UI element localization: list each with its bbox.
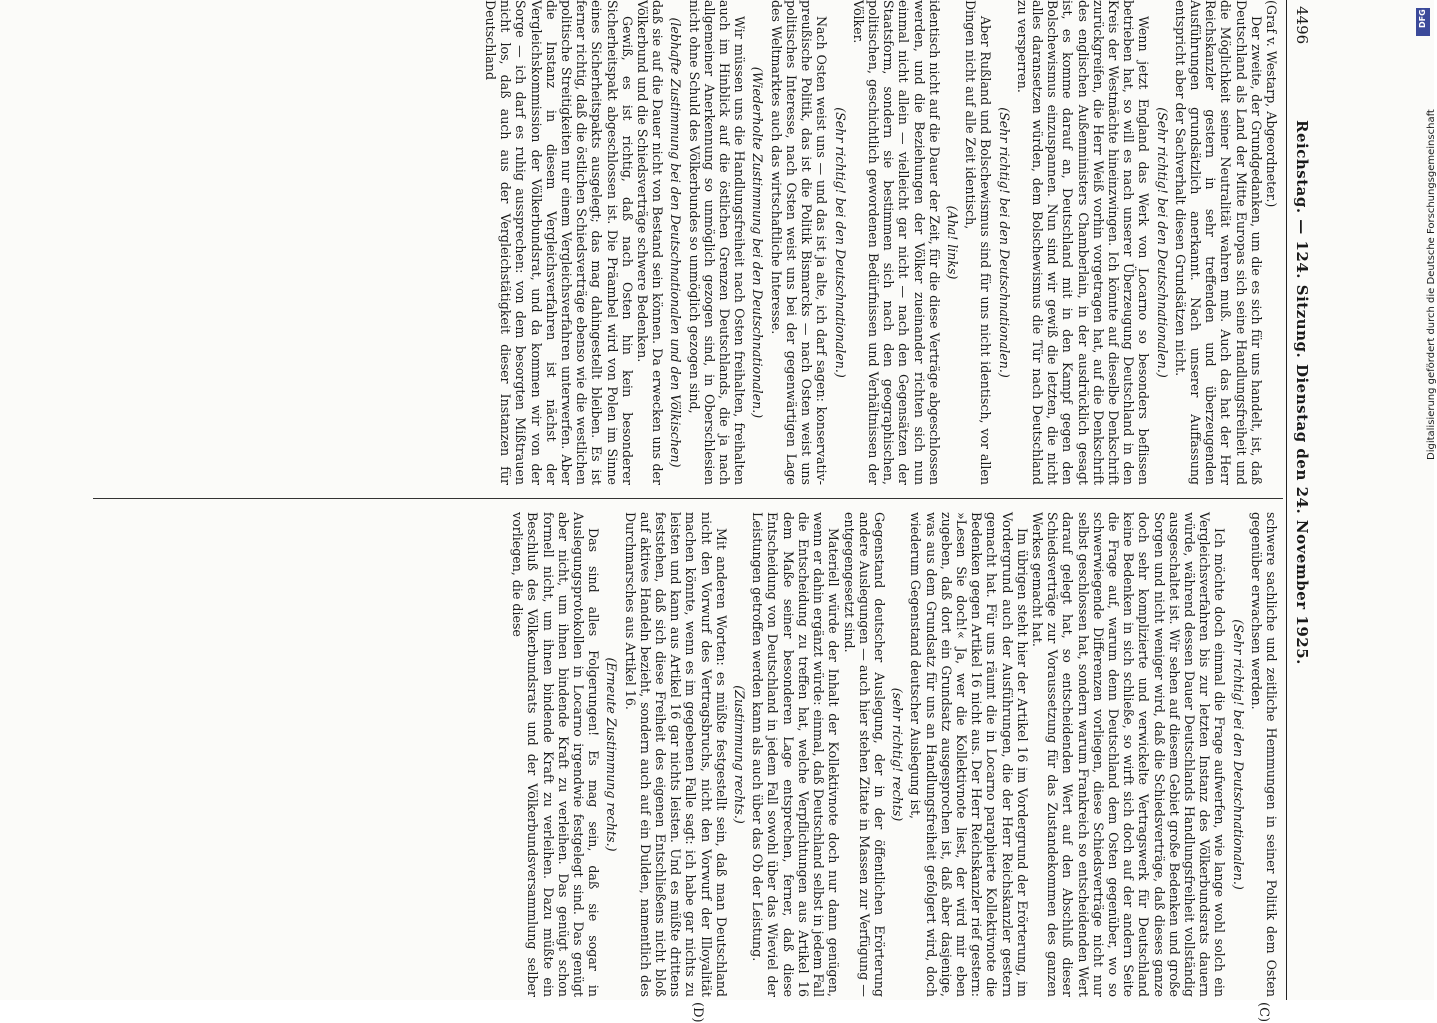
rotated-document-page: [90, 0, 1315, 1023]
margin-marker-c: (C): [1256, 1002, 1271, 1023]
paragraph: daß sie auf die Dauer nicht von Bestand sein können. Da erwecken uns der Völkerbund und die Schiedsverträge schwere Bedenken.: [635, 0, 666, 485]
interjection: (Sehr richtig! bei den Deutschnationalen.): [996, 107, 1012, 378]
interjection: (lebhafte Zustimmung bei den Deutschnationalen und den Völkischen): [668, 17, 684, 468]
header-rule: [1286, 0, 1287, 1000]
paragraph: Mit anderen Worten: es müßte festgestellt sein, daß man Deutschland nicht den Vorwurf des Vertragsbruchs, nicht den Vorwurf der Illoyalität machen könnte, wenn es im gegebenen Falle sagt: ich habe gar nichts zu leisten und kann aus Artikel 16 gar nichts leisten. Und es müßte drittens feststehen, daß sich diese Freiheit des eigenen Entschließens nicht bloß auf aktives Handeln bezieht, sondern auch auf ein Dulden, namentlich des Durchmarsches aus Artikel 16.: [622, 512, 729, 997]
interjection: (Aha! links): [944, 205, 960, 280]
paragraph: Der zweite, der Grundgedanken, um die es sich für uns handelt, ist, daß Deutschland als Land der Mitte Europas sich seine Handlungsfreiheit und die Möglichkeit seiner Neutralität wahren muß. Auch das hat der Herr Reichskanzler gestern in sehr treffenden und überzeugenden Ausführungen grundsätzlich anerkannt. Nach unserer Auffassung entspricht aber der Sachverhalt diesen Grundsätzen nicht.: [1172, 0, 1264, 485]
paragraph: Materiell würde der Inhalt der Kollektivnote doch nur dann genügen, wenn er dahin ergänzt würde: einmal, daß Deutschland selbst in jedem Fall die Entscheidung zu treffen hat, welche Verpflichtungen aus Artikel 16 dem Maße seiner besonderen Lage entsprechen, ferner, daß diese Entscheidung von Deutschland in jedem Fall sowohl über das Wieviel der Leistungen getroffen werden kann als auch über das Ob der Leistung.: [750, 512, 842, 997]
paragraph: Im übrigen steht hier der Artikel 16 im Vordergrund der Erörterung, im Vordergrund auch der Ausführungen, die der Herr Reichskanzler gestern gemacht hat. Für uns räumt die in Locarno paraphierte Kollektivnote die Bedenken gegen Artikel 16 nicht aus. Der Herr Reichskanzler rief gestern: »Lesen Sie doch!« Ja, wer die Kollektivnote liest, der wird mir eben zugeben, daß dort ein Grundsatz ausgesprochen ist, daß aber dasjenige, was aus dem Grundsatz für uns an Handlungsfreiheit gefolgert wird, doch wiederum Gegenstand deutscher Auslegung ist,: [908, 512, 1030, 997]
left-column: [483, 0, 1279, 485]
paragraph: Nach Osten weist uns — und das ist ja alte, ich darf sagen: konservativ-preußische Politik, das ist die Politik Bismarcks — nach Osten weist uns politisches Interesse, nach Osten weist uns bei der gegenwärtigen Lage des Weltmarktes auch das wirtschaftliche Interesse.: [768, 0, 830, 485]
interjection: (Erneute Zustimmung rechts.): [604, 657, 620, 852]
paragraph: Gewiß, es ist richtig, daß nach Osten hin kein besonderer Sicherheitspakt abgeschlossen ist. Die Präambel wird von Polen im Sinne eines Sicherheitspakts ausgelegt; das mag dahingestellt bleiben. Es ist ferner richtig, daß die östlichen Schiedsverträge ebenso wie die westlichen politische Streitigkeiten nur einem Vergleichsverfahren unterwerfen. Aber die Instanz in diesem Vergleichsverfahren ist nächst der Vergleichskommission der Völkerbundsrat, und da kommen wir von der Sorge — ich darf es ruhig aussprechen: von dem besorgten Mißtrauen nicht los, daß auch aus der Vergleichstätigkeit dieser Instanzen für Deutschland: [483, 0, 635, 485]
paragraph: Wir müssen uns die Handlungsfreiheit nach Osten freihalten, freihalten auch im Hinblick auf die östlichen Grenzen Deutschlands, die ja nach allgemeiner Anerkennung so unmöglich gezogen sind, in Oberschlesien nicht ohne Schuld des Völkerbundes so unmöglich gezogen sind,: [686, 0, 748, 485]
paragraph: Wenn jetzt England das Werk von Locarno so besonders beflissen betrieben hat, so will es nach unserer Überzeugung Deutschland in den Kreis der Westmächte hineinzwingen. Ich könnte auf dieselbe Denkschrift zurückgreifen, die Herr Weiß vorhin vorgetragen hat, auf die Denkschrift des englischen Außenministers Chamberlain, in der ausdrücklich gesagt ist, es komme darauf an, Deutschland mit in den Kampf gegen den Bolschewismus einzuspannen. Nun sind wir gewiß die letzten, die nicht alles daransetzen würden, dem Bolschewismus die Tür nach Deutschland zu versperren.: [1014, 0, 1152, 485]
paragraph: (Graf v. Westarp, Abgeordneter.): [1264, 0, 1279, 208]
paragraph: Aber Rußland und Bolschewismus sind für uns nicht identisch, vor allen Dingen nicht auf alle Zeit identisch,: [963, 0, 994, 485]
page-number: 4496: [1293, 6, 1311, 45]
interjection: (Sehr richtig! bei den Deutschnationalen.): [1230, 619, 1246, 890]
right-column: [510, 512, 1279, 997]
interjection: (Zustimmung rechts.): [732, 685, 748, 824]
paragraph: Das sind alles Folgerungen! Es mag sein, daß sie sogar in Auslegungsprotokollen in Locarno irgendwie festgelegt sind. Das genügt aber nicht, um ihnen bindende Kraft zu verleihen. Das genügt schon formell nicht, um ihnen bindende Kraft zu verleihen. Dazu müßte ein Beschluß des Völkerbundsrats und der Völkerbundsversammlung selber vorliegen, die diese: [510, 512, 602, 997]
paragraph: identisch nicht auf die Dauer der Zeit, für die diese Verträge abgeschlossen werden, und die Beziehungen der Völker zueinander richten sich nun einmal nicht allein — vielleicht gar nicht — nach den Gegensätzen der Staatsform, sondern sie bestimmen sich nach den geographischen, politischen, geschichtlich gewordenen Bedürfnissen und Verhältnissen der Völker.: [850, 0, 942, 485]
page-header: [1285, 0, 1315, 1000]
margin-marker-d: (D): [690, 1002, 705, 1023]
running-title: Reichstag. — 124. Sitzung. Dienstag den 24. November 1925.: [1293, 120, 1311, 665]
paragraph: Ich möchte doch einmal die Frage aufwerfen, wie lange wohl solch ein Vergleichsverfahren bis zur letzten Instanz des Völkerbundsrats dauern würde, während dessen Dauer Deutschlands Handlungsfreiheit vollständig ausgeschaltet ist. Wir sehen auf diesem Gebiet große Bedenken und große Sorgen und nicht weniger wird, daß die Schiedsverträge, daß dieses ganze doch sehr komplizierte und verwickelte Vertragswerk für Deutschland keine Bedenken in sich schließe, so wirft sich doch auf der andern Seite die Frage auf, warum denn Deutschland dem Osten gegenüber, wo so schwerwiegende Differenzen vorliegen, diese Schiedsverträge nicht nur selbst geschlossen hat, sondern warum Frankreich so entscheidenden Wert darauf gelegt hat, so entscheidenden Wert auf den Abschluß dieser Schiedsverträge zur Voraussetzung für das Zustandekommen des ganzen Werkes gemacht hat.: [1029, 512, 1228, 997]
digitization-credit-strip: [1404, 0, 1437, 1000]
interjection: (Wiederholte Zustimmung bei den Deutschnationalen.): [750, 66, 766, 419]
interjection: (sehr richtig! rechts): [890, 687, 906, 822]
paragraph: Gegenstand deutscher Auslegung, der in der öffentlichen Erörterung andere Auslegungen — auch hier stehen Zitate in Massen zur Verfügung — entgegengesetzt sind.: [841, 512, 887, 997]
paragraph: schwere sachliche und zeitliche Hemmungen in seiner Politik dem Osten gegenüber erwachsen werden.: [1248, 512, 1279, 997]
column-divider: [93, 498, 1283, 499]
dfg-logo: DFG: [1416, 8, 1430, 36]
interjection: (Sehr richtig! bei den Deutschnationalen.): [832, 107, 848, 378]
interjection: (Sehr richtig! bei den Deutschnationalen.): [1154, 107, 1170, 378]
digitization-credit: Digitalisierung gefördert durch die Deutsche Forschungsgemeinschaft: [1426, 109, 1437, 460]
